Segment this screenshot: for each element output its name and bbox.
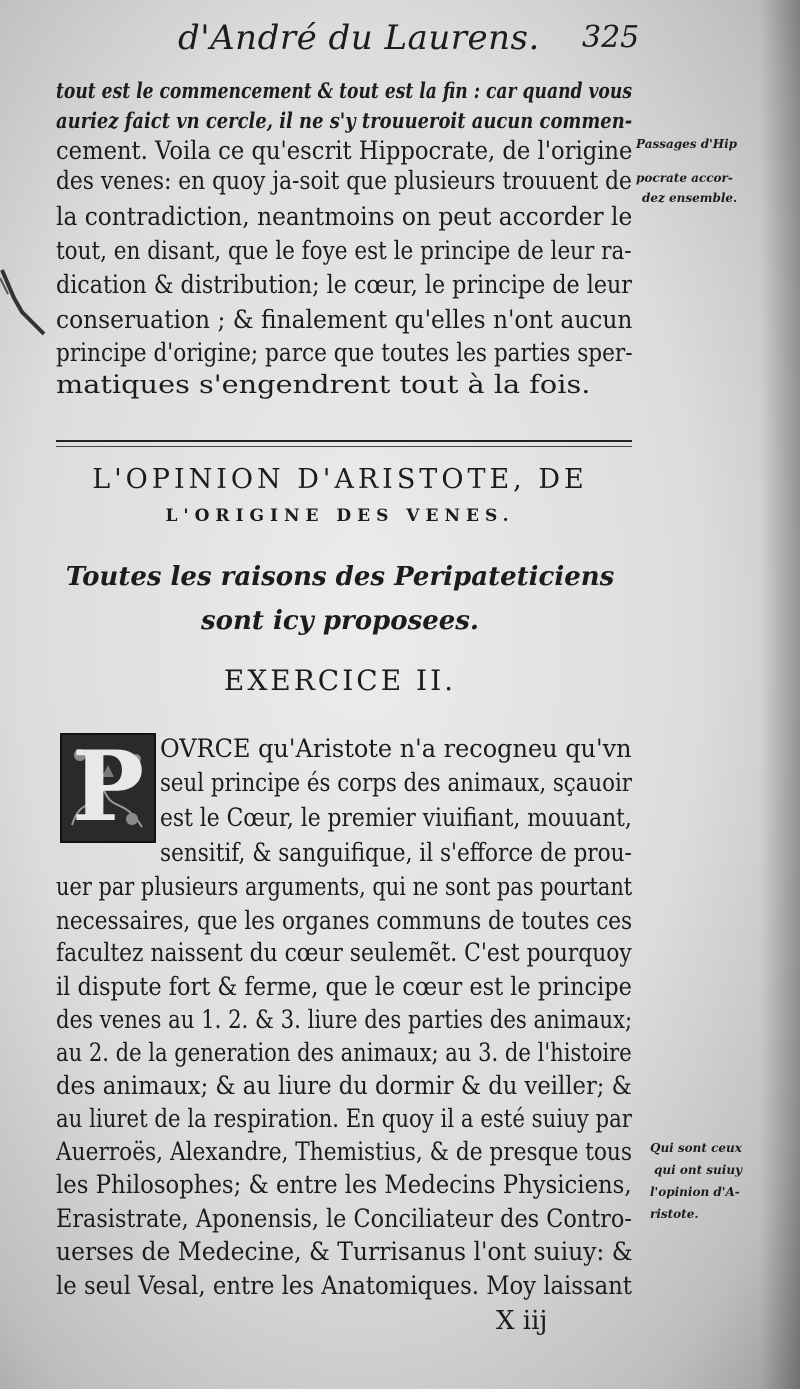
text-line: tout, en disant, que le foye est le principe de leur ra- — [56, 236, 632, 265]
margin-note-line: dez ensemble. — [642, 191, 738, 205]
text-line: dication & distribution; le cœur, le principe de leur — [56, 270, 632, 299]
margin-note-line: ristote. — [650, 1207, 699, 1221]
text-line: des animaux; & au liure du dormir & du veiller; & — [56, 1071, 632, 1100]
text-line: seul principe és corps des animaux, sçauoir — [160, 768, 632, 797]
text-line: des venes au 1. 2. & 3. liure des parties des animaux; — [56, 1005, 633, 1034]
text-line: Erasistrate, Aponensis, le Conciliateur des Contro- — [56, 1204, 632, 1233]
text-line: matiques s'engendrent tout à la fois. — [56, 370, 591, 399]
text-line: tout est le commencement & tout est la fin : car quand vous — [56, 78, 632, 103]
margin-note-line: qui ont suiuy — [654, 1163, 743, 1177]
text-line: Auerroës, Alexandre, Themistius, & de presque tous — [56, 1137, 633, 1166]
text-line: sensitif, & sanguifique, il s'efforce de prou- — [160, 838, 632, 867]
text-line: les Philosophes; & entre les Medecins Physiciens, — [56, 1170, 632, 1199]
exercise-heading: EXERCICE II. — [223, 664, 457, 697]
text-line: au liuret de la respiration. En quoy il a esté suiuy par — [56, 1104, 632, 1133]
text-line: OVRCE qu'Aristote n'a recogneu qu'vn — [160, 734, 632, 763]
page-tear-mark — [0, 268, 50, 338]
text-line: facultez naissent du cœur seulemẽt. C'est pourquoy — [56, 938, 632, 967]
section-title-second-line: L'ORIGINE DES VENES. — [165, 506, 515, 526]
text-line: est le Cœur, le premier viuifiant, mouuant, — [160, 803, 632, 832]
text-line: cement. Voila ce qu'escrit Hippocrate, de l'origine — [56, 136, 633, 165]
text-line: au 2. de la generation des animaux; au 3. de l'histoire — [56, 1038, 632, 1067]
text-line: conseruation ; & finalement qu'elles n'ont aucun — [56, 305, 633, 334]
text-line: principe d'origine; parce que toutes les parties sper- — [56, 338, 633, 367]
margin-note-line: pocrate accor- — [636, 171, 733, 185]
text-line: il dispute fort & ferme, que le cœur est le principe — [56, 972, 632, 1001]
text-line: la contradiction, neantmoins on peut accorder le — [56, 202, 633, 231]
text-line: auriez faict vn cercle, il ne s'y trouueroit aucun commen- — [56, 108, 633, 133]
margin-note — [650, 1140, 742, 1222]
section-subtitle: Toutes les raisons des Peripateticiens — [65, 562, 615, 592]
section-title: L'OPINION D'ARISTOTE, DE — [92, 464, 588, 495]
text-line: le seul Vesal, entre les Anatomiques. Moy laissant — [56, 1271, 632, 1300]
text-line: necessaires, que les organes communs de toutes ces — [56, 906, 633, 935]
signature-mark: X iij — [496, 1306, 548, 1336]
text-line: uerses de Medecine, & Turrisanus l'ont suiuy: & — [56, 1237, 633, 1266]
ornamental-drop-cap — [60, 730, 156, 843]
section-divider-thin — [56, 446, 632, 447]
drop-cap-letter: P — [71, 730, 145, 843]
section-divider — [56, 440, 632, 442]
margin-note-line: l'opinion d'A- — [650, 1185, 740, 1199]
margin-note-line: Qui sont ceux — [650, 1141, 742, 1155]
running-title: d'André du Laurens. — [178, 18, 540, 58]
section-subtitle-second-line: sont icy proposees. — [201, 606, 479, 636]
margin-note — [636, 136, 737, 206]
margin-note-line: Passages d'Hip — [636, 137, 738, 151]
page-number: 325 — [582, 20, 640, 55]
text-line: uer par plusieurs arguments, qui ne sont pas pourtant — [56, 872, 633, 901]
text-line: des venes: en quoy ja-soit que plusieurs trouuent de — [56, 166, 632, 195]
